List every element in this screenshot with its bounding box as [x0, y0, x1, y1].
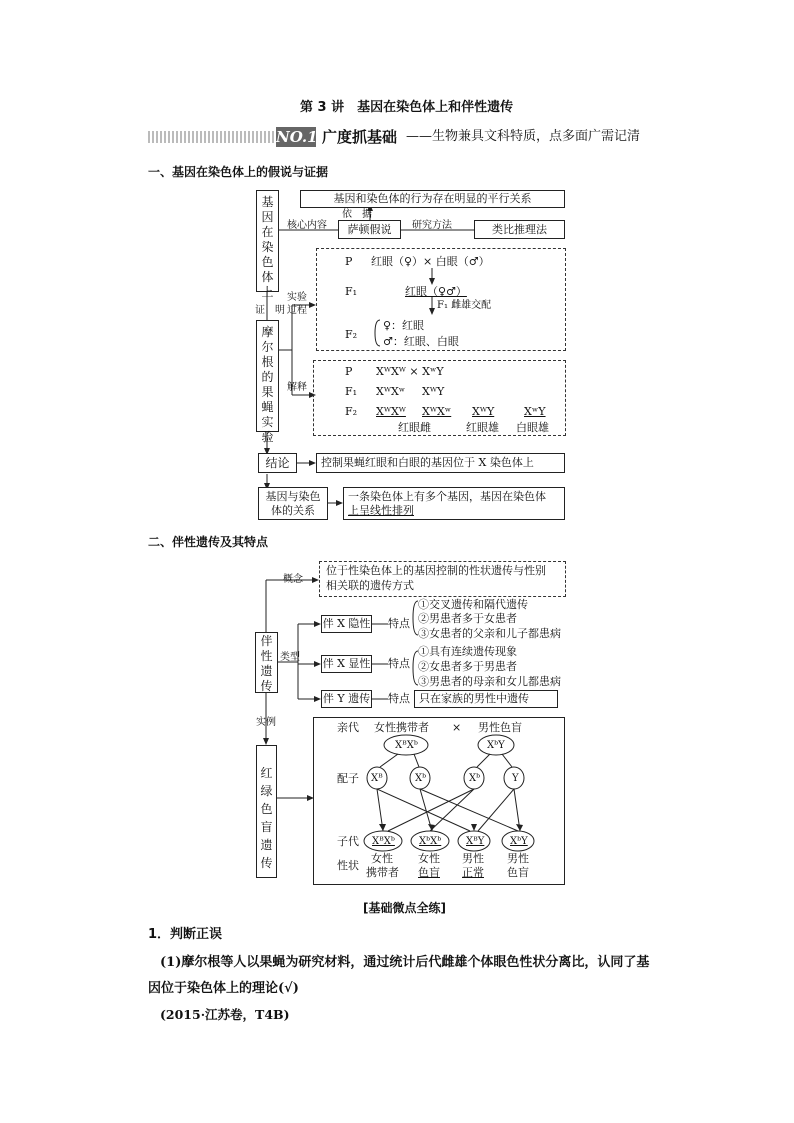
type-label: 类型 [280, 652, 300, 663]
example-label: 实例 [256, 717, 276, 728]
explain-p: P [345, 365, 353, 378]
question-1-line-1: (1)摩尔根等人以果蝇为研究材料，通过统计后代雌雄个体眼色性状分离比，认同了基 [160, 955, 650, 970]
xrec-feat-2: ②男患者多于女患者 [418, 612, 517, 625]
cross-p1: XᴮXᵇ [395, 740, 418, 751]
relation-label: 基因与染色体的关系 [265, 490, 321, 517]
analogy-text: 类比推理法 [492, 223, 547, 236]
explain-f2-a: XᵂXᵂ [376, 405, 406, 418]
exp-f2-female: ♀：红眼 [383, 319, 425, 332]
banner-main: 广度抓基础 [322, 128, 398, 146]
xrec-text: 伴 X 隐性 [322, 617, 371, 630]
cross-t3b: 正常 [462, 866, 484, 879]
exp-f1: F₁ [345, 285, 358, 298]
exp-label: 实验过程 [287, 292, 307, 316]
explain-lab1: 红眼雌 [398, 421, 431, 434]
xdom-text: 伴 X 显性 [322, 657, 371, 670]
colorblind-label: 红绿色盲遗传 [260, 766, 273, 870]
sexlinked-label: 伴性遗传 [260, 634, 273, 693]
explain-f2-b: XᵂXʷ [422, 405, 452, 418]
conclusion-box [316, 453, 565, 473]
cross-t4a: 男性 [507, 852, 529, 865]
xdom-feature-label: 特点 [388, 657, 410, 670]
y-text: 伴 Y 遗传 [322, 692, 371, 705]
y-feature-text: 只在家族的男性中遗传 [419, 692, 529, 705]
explain-p-val: XᵂXᵂ × XʷY [376, 365, 444, 378]
cross-o4: XᵇY [510, 836, 528, 847]
explain-lab2: 红眼雄 [466, 421, 499, 434]
cross-gametes-label: 配子 [337, 772, 359, 785]
cross-trait-label: 性状 [337, 859, 359, 872]
cross-times: × [452, 721, 462, 734]
explain-lab3: 白眼雄 [516, 421, 549, 434]
exp-f2: F₂ [345, 328, 358, 341]
cross-p2: XᵇY [487, 740, 505, 751]
morgan-box [256, 320, 279, 444]
parallel-text: 基因和染色体的行为存在明显的平行关系 [333, 192, 532, 205]
banner-sub: ——生物兼具文科特质，点多面广需记清 [406, 129, 641, 144]
cross-diagram-box [313, 717, 565, 885]
sexlinked-box [255, 632, 278, 693]
conclusion-label: 结论 [265, 456, 290, 470]
cross-t2a: 女性 [418, 852, 440, 865]
xdom-feat-2: ②女患者多于男患者 [418, 660, 517, 673]
explain-box [313, 360, 566, 436]
sutton-text: 萨顿假说 [347, 223, 392, 236]
concept-box [319, 561, 566, 597]
cross-t2b: 色盲 [418, 866, 440, 879]
xdom-feat-1: ①具有连续遗传现象 [418, 645, 517, 658]
conclusion-text: 控制果蝇红眼和白眼的基因位于 X 染色体上 [321, 456, 534, 469]
relation-text-2: 上呈线性排列 [348, 504, 414, 517]
concept-label: 概念 [283, 574, 303, 585]
relation-label-box [258, 487, 328, 520]
practice-title: [基础微点全练] [363, 901, 446, 915]
question-1-source: (2015·江苏卷，T4B) [160, 1007, 290, 1022]
concept-text-1: 位于性染色体上的基因控制的性状遗传与性别 [326, 564, 546, 577]
y-feature-box [414, 690, 558, 708]
relation-text-1: 一条染色体上有多个基因，基因在染色体 [348, 490, 546, 503]
cross-parents-label: 亲代 [337, 721, 359, 734]
exp-f1-note: F₁ 雌雄交配 [437, 300, 492, 311]
xrec-feat-3: ③女患者的父亲和儿子都患病 [418, 627, 561, 640]
question-1-line-2: 因位于染色体上的理论(√) [148, 981, 299, 996]
explain-f2: F₂ [345, 405, 358, 418]
cross-offspring-label: 子代 [337, 835, 359, 848]
morgan-label: 摩尔根的果蝇实验 [261, 325, 274, 444]
y-feature-label: 特点 [388, 692, 410, 705]
concept-text-2: 相关联的遗传方式 [326, 579, 414, 592]
hypothesis-box [256, 190, 279, 299]
explain-label: 解释 [287, 382, 307, 393]
analogy-box [474, 220, 565, 239]
exp-p: P [345, 255, 353, 268]
proof-label: 证 明 [255, 305, 285, 316]
cross-g1: Xᴮ [371, 773, 383, 784]
explain-f2-d: XʷY [524, 405, 546, 418]
experiment-box [316, 248, 566, 351]
exp-f2-male: ♂：红眼、白眼 [383, 335, 459, 348]
explain-f1-b: XᵂY [422, 385, 445, 398]
basis-label: 依 据 [342, 209, 372, 220]
core-label: 核心内容 [287, 220, 327, 231]
sutton-box [338, 220, 401, 239]
conclusion-label-box [258, 453, 297, 473]
method-label: 研究方法 [412, 220, 452, 231]
colorblind-box [256, 745, 277, 878]
cross-male-blind: 男性色盲 [478, 721, 522, 734]
cross-g2: Xᵇ [415, 773, 427, 784]
explain-f2-c: XᵂY [472, 405, 495, 418]
cross-o3: XᴮY [466, 836, 485, 847]
xrec-feature-label: 特点 [388, 617, 410, 630]
cross-g4: Y [512, 773, 519, 784]
cross-o2: XᵇXᵇ [419, 836, 442, 847]
cross-g3: Xᵇ [469, 773, 481, 784]
explain-f1-a: XᵂXʷ [376, 385, 406, 398]
xdom-box [321, 655, 372, 673]
y-box [321, 690, 372, 708]
hypothesis-label: 基因在染色体上 [261, 195, 274, 299]
xdom-feat-3: ③男患者的母亲和女儿都患病 [418, 675, 561, 688]
cross-o1: XᴮXᵇ [372, 836, 395, 847]
cross-t1a: 女性 [371, 852, 393, 865]
section2-heading: 二、伴性遗传及其特点 [148, 535, 269, 549]
question-heading: 1．判断正误 [148, 927, 223, 942]
xrec-box [321, 615, 372, 633]
exp-f1-val: 红眼（♀♂） [405, 285, 467, 298]
explain-f1: F₁ [345, 385, 358, 398]
cross-t1b: 携带者 [366, 866, 399, 879]
parallel-box [300, 190, 565, 208]
banner-no: NO.1 [276, 128, 318, 146]
cross-t3a: 男性 [462, 852, 484, 865]
xrec-feat-1: ①交叉遗传和隔代遗传 [418, 598, 528, 611]
cross-t4b: 色盲 [507, 866, 529, 879]
cross-female-carrier: 女性携带者 [374, 721, 429, 734]
section1-heading: 一、基因在染色体上的假说与证据 [148, 165, 329, 179]
page-title: 第 3 讲 基因在染色体上和伴性遗传 [300, 100, 514, 115]
relation-box [343, 487, 565, 520]
exp-p-cross: 红眼（♀）× 白眼（♂） [371, 255, 490, 268]
